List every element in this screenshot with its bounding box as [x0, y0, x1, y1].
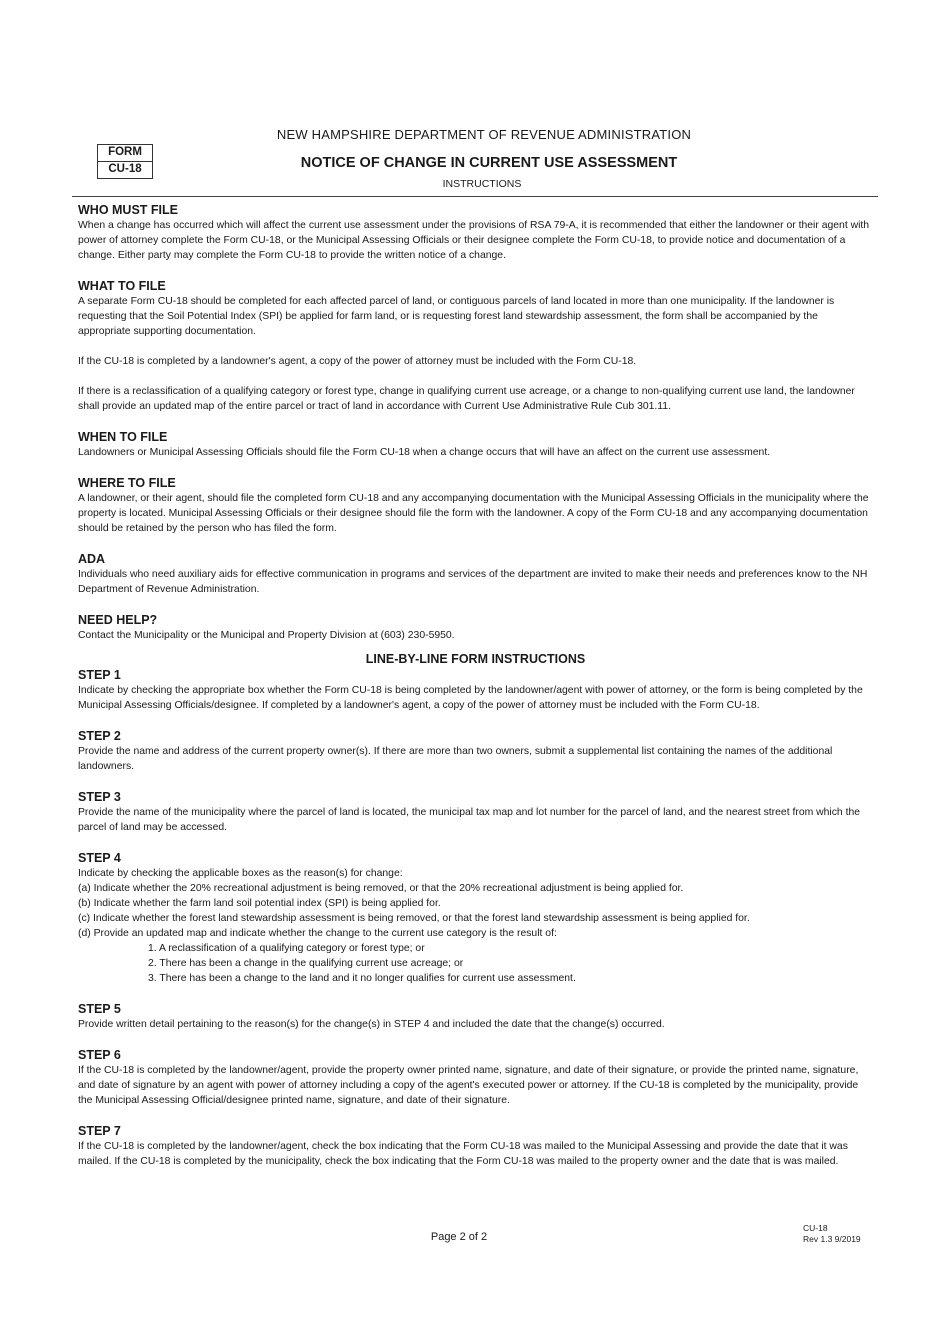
- step-4-subitem-2: 2. There has been a change in the qualifying current use acreage; or: [148, 958, 464, 969]
- need-help-text: Contact the Municipality or the Municipal and Property Division at (603) 230-5950.: [78, 630, 455, 641]
- form-number: CU-18: [108, 163, 142, 175]
- what-to-file-text-3: If there is a reclassification of a qualifying category or forest type, change in qualifying current use acreage, or a change to non-qualifying current use land, the landowner shall provide an updated map of the entire parcel or tract of land in accordance with Current Use Administrative Rule Cub 301.11.: [78, 386, 855, 412]
- step-2-heading: STEP 2: [78, 729, 121, 743]
- what-to-file-text-2: If the CU-18 is completed by a landowner's agent, a copy of the power of attorney must be included with the Form CU-18.: [78, 356, 637, 367]
- document-title: NOTICE OF CHANGE IN CURRENT USE ASSESSMENT: [300, 155, 678, 171]
- header-divider: [72, 196, 878, 197]
- step-2-text: Provide the name and address of the current property owner(s). If there are more than two owners, submit a supplemental list containing the names of the additional landowners.: [78, 746, 833, 772]
- step-7-heading: STEP 7: [78, 1124, 121, 1138]
- line-by-line-heading: LINE-BY-LINE FORM INSTRUCTIONS: [365, 652, 586, 666]
- step-6-heading: STEP 6: [78, 1048, 121, 1062]
- ada-heading: ADA: [78, 552, 106, 566]
- step-4-subitems: [78, 941, 873, 986]
- step-4-intro: Indicate by checking the applicable boxes as the reason(s) for change:: [78, 868, 403, 879]
- step-5-heading: STEP 5: [78, 1002, 121, 1016]
- step-4-subitem-3: 3. There has been a change to the land and it no longer qualifies for current use assessment.: [148, 973, 576, 984]
- ada-text: Individuals who need auxiliary aids for effective communication in programs and services of the department are invited to make their needs and preferences know to the NH Department of Revenue Administration.: [78, 569, 868, 595]
- step-6-text: If the CU-18 is completed by the landowner/agent, provide the property owner printed name, signature, and date of their signature, or provide the printed name, signature, and date of signature by an agent with power of attorney including a copy of the agent's executed power or attorney. If the CU-18 is completed by the municipality, provide the Municipal Assessing Official/designee printed name, signature, and date of their signature.: [78, 1065, 859, 1106]
- where-to-file-heading: WHERE TO FILE: [78, 476, 176, 490]
- department-name: NEW HAMPSHIRE DEPARTMENT OF REVENUE ADMINISTRATION: [276, 127, 692, 142]
- page-number: Page 2 of 2: [430, 1231, 488, 1243]
- step-4-item-c: (c) Indicate whether the forest land stewardship assessment is being removed, or that the forest land stewardship assessment is being applied for.: [78, 913, 750, 924]
- step-4-item-d: (d) Provide an updated map and indicate whether the change to the current use category is the result of:: [78, 928, 557, 939]
- where-to-file-text: A landowner, or their agent, should file the completed form CU-18 and any accompanying documentation with the Municipal Assessing Officials in the municipality where the property is located. Municipal Assessing Officials or their designee should file the form with the landowner. A copy of the Form CU-18 and any accompanying documentation should be retained by the person who has filed the form.: [78, 493, 869, 534]
- what-to-file-heading: WHAT TO FILE: [78, 279, 166, 293]
- footer-form-code: CU-18: [803, 1223, 828, 1233]
- step-1-text: Indicate by checking the appropriate box whether the Form CU-18 is being completed by the landowner/agent with power of attorney, or the form is being completed by the Municipal Assessing Officials/designee. If completed by a landowner's agent, a copy of the power of attorney must be included with the Form CU-18.: [78, 685, 863, 711]
- footer-revision: Rev 1.3 9/2019: [803, 1234, 861, 1244]
- instructions-body: [78, 202, 873, 1169]
- step-4-item-b: (b) Indicate whether the farm land soil potential index (SPI) is being applied for.: [78, 898, 441, 909]
- who-must-file-heading: WHO MUST FILE: [78, 203, 178, 217]
- step-4-heading: STEP 4: [78, 851, 121, 865]
- step-3-heading: STEP 3: [78, 790, 121, 804]
- who-must-file-text: When a change has occurred which will affect the current use assessment under the provisions of RSA 79-A, it is recommended that either the landowner or their agent with power of attorney complete the Form CU-18, or the Municipal Assessing Officials or their designee complete the Form CU-18, to provide notice and documentation of a change. Either party may complete the Form CU-18 to provide the written notice of a change.: [78, 220, 870, 261]
- when-to-file-heading: WHEN TO FILE: [78, 430, 168, 444]
- document-subtitle: INSTRUCTIONS: [442, 178, 522, 190]
- revision-info: [803, 1223, 861, 1245]
- step-3-text: Provide the name of the municipality where the parcel of land is located, the municipal tax map and lot number for the parcel of land, and the nearest street from which the parcel of land may be accessed.: [78, 807, 861, 833]
- step-4-subitem-1: 1. A reclassification of a qualifying category or forest type; or: [148, 943, 425, 954]
- form-label: FORM: [98, 145, 152, 162]
- step-4-item-a: (a) Indicate whether the 20% recreational adjustment is being removed, or that the 20% recreational adjustment is being applied for.: [78, 883, 684, 894]
- step-7-text: If the CU-18 is completed by the landowner/agent, check the box indicating that the Form CU-18 was mailed to the Municipal Assessing and provide the date that it was mailed. If the CU-18 is completed by the municipality, check the box indicating that the Form CU-18 was mailed to the property owner and the date that is was mailed.: [78, 1141, 848, 1167]
- need-help-heading: NEED HELP?: [78, 613, 158, 627]
- step-1-heading: STEP 1: [78, 668, 121, 682]
- step-5-text: Provide written detail pertaining to the reason(s) for the change(s) in STEP 4 and included the date that the change(s) occurred.: [78, 1019, 665, 1030]
- when-to-file-text: Landowners or Municipal Assessing Officials should file the Form CU-18 when a change occurs that will have an affect on the current use assessment.: [78, 447, 771, 458]
- what-to-file-text-1: A separate Form CU-18 should be completed for each affected parcel of land, or contiguous parcels of land located in more than one municipality. If the landowner is requesting that the Soil Potential Index (SPI) be applied for farm land, or is requesting forest land stewardship assessment, the form shall be accompanied by the appropriate supporting documentation.: [78, 296, 835, 337]
